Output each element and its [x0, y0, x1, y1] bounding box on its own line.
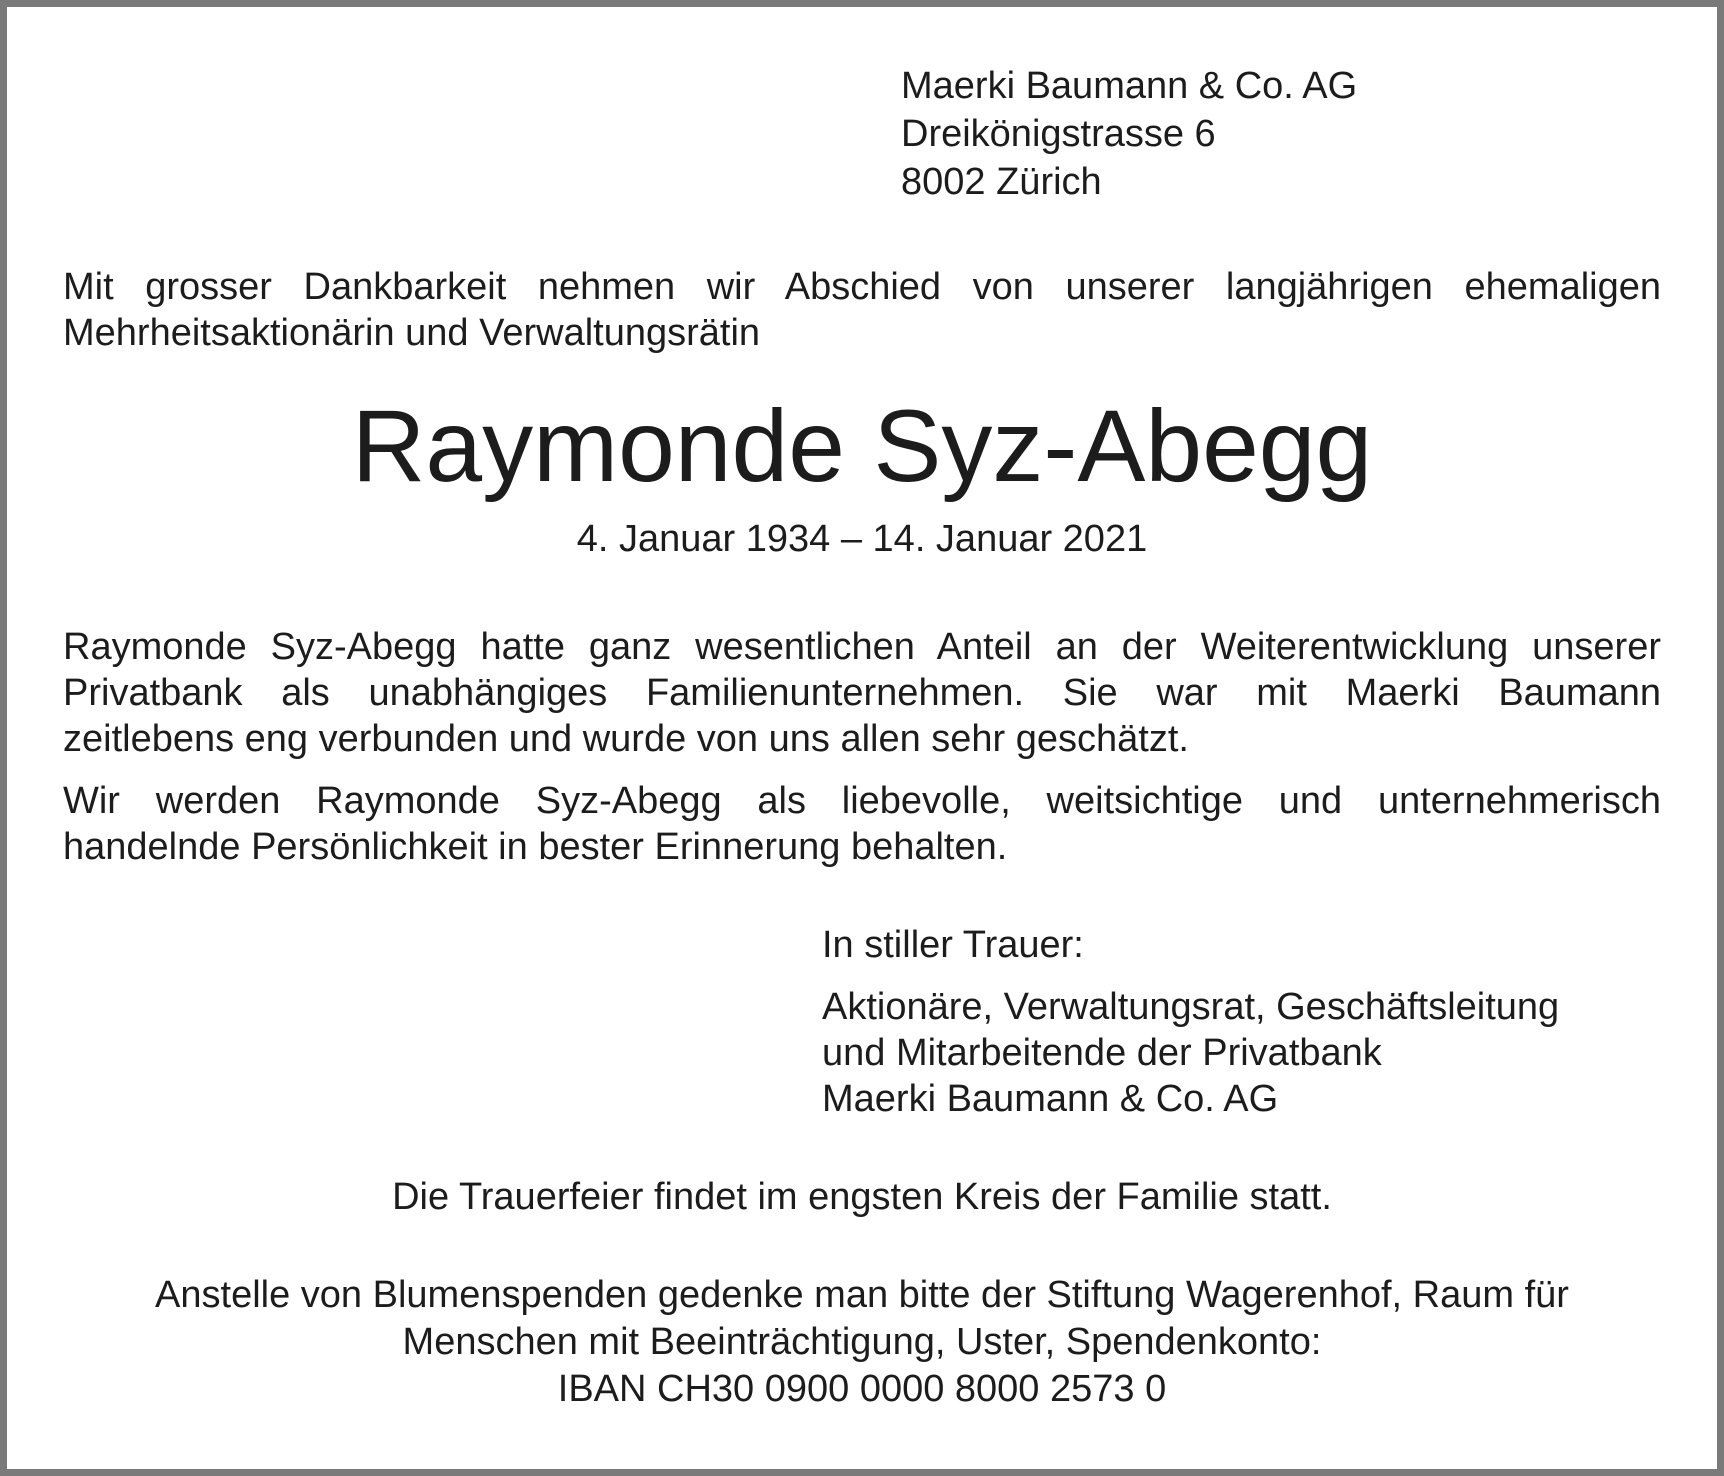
intro-line: Mehrheitsaktionärin und Verwaltungsrätin: [63, 312, 761, 354]
sender-address-line: 8002 Zürich: [901, 161, 1102, 203]
donation-block: [63, 1272, 1661, 1413]
intro-paragraph: [63, 264, 1661, 356]
tribute-line: zeitlebens eng verbunden und wurde von uns allen sehr geschätzt.: [63, 718, 1189, 760]
notice-content: [7, 62, 1717, 1413]
sender-address-block: [901, 62, 1661, 206]
donation-line: Menschen mit Beeinträchtigung, Uster, Spendenkonto:: [402, 1321, 1322, 1363]
funeral-notice: Die Trauerfeier findet im engsten Kreis der Familie statt.: [392, 1176, 1332, 1218]
donation-line: Anstelle von Blumenspenden gedenke man bitte der Stiftung Wagerenhof, Raum für: [155, 1274, 1569, 1316]
life-dates: 4. Januar 1934 – 14. Januar 2021: [576, 518, 1148, 560]
donation-line: IBAN CH30 0900 0000 8000 2573 0: [557, 1368, 1167, 1410]
mourning-label: In stiller Trauer:: [822, 924, 1084, 966]
sender-address-line: Dreikönigstrasse 6: [901, 113, 1216, 155]
tribute-line: handelnde Persönlichkeit in bester Erinnerung behalten.: [63, 826, 1008, 868]
tribute-line: Wir werden Raymonde Syz-Abegg als liebevolle, weitsichtige und unternehmerisch: [63, 780, 1661, 822]
deceased-name: Raymonde Syz-Abegg: [351, 389, 1373, 503]
intro-line: Mit grosser Dankbarkeit nehmen wir Abschied von unserer langjährigen ehemaligen: [63, 266, 1661, 308]
sender-address-line: Maerki Baumann & Co. AG: [901, 65, 1358, 107]
tribute-paragraph-1: [63, 624, 1661, 762]
mourners-line: Aktionäre, Verwaltungsrat, Geschäftsleitung: [822, 986, 1560, 1028]
mourners-block: [822, 984, 1661, 1122]
tribute-line: Raymonde Syz-Abegg hatte ganz wesentlichen Anteil an der Weiterentwicklung unserer: [63, 626, 1661, 668]
tribute-paragraph-2: [63, 778, 1661, 870]
mourners-line: Maerki Baumann & Co. AG: [822, 1078, 1279, 1120]
mourners-line: und Mitarbeitende der Privatbank: [822, 1032, 1382, 1074]
tribute-line: Privatbank als unabhängiges Familienunternehmen. Sie war mit Maerki Baumann: [63, 672, 1661, 714]
